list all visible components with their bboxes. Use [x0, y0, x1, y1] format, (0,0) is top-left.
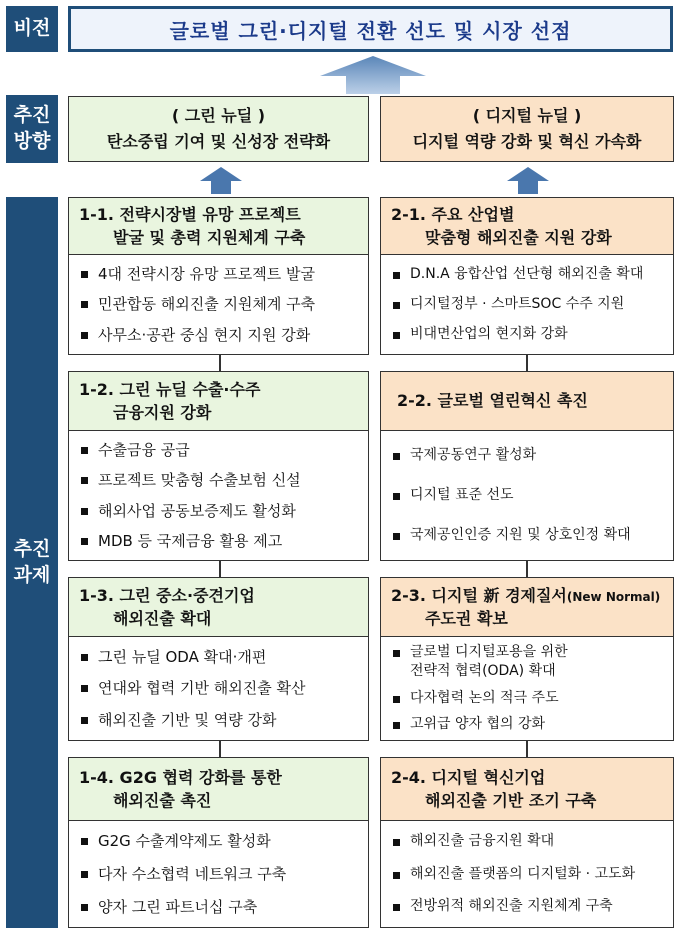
item-text: 4대 전략시장 유망 프로젝트 발굴	[98, 265, 315, 284]
item-text: G2G 수출계약제도 활성화	[98, 832, 271, 851]
list-item	[81, 678, 360, 698]
item-text: 해외진출 기반 및 역량 강화	[98, 711, 277, 730]
item-text: 연대와 협력 기반 해외진출 확산	[98, 679, 306, 698]
task-2-4-body	[380, 821, 674, 928]
task-2-2-body	[380, 431, 674, 561]
list-item	[81, 710, 360, 730]
item-text: 프로젝트 맞춤형 수출보험 신설	[98, 471, 301, 490]
square-bullet-icon	[393, 904, 400, 911]
connector	[526, 741, 528, 757]
item-text: 다자협력 논의 적극 주도	[410, 689, 559, 706]
task-1-4-header	[68, 757, 369, 821]
list-item	[81, 325, 360, 345]
square-bullet-icon	[393, 533, 400, 540]
list-item	[81, 897, 360, 917]
task-title: 해외진출 기반 조기 구축	[425, 791, 597, 810]
item-text: 민관합동 해외진출 지원체계 구축	[98, 295, 316, 314]
square-bullet-icon	[393, 332, 400, 339]
item-text: 양자 그린 파트너십 구축	[98, 897, 258, 916]
task-title: 해외진출 확대	[113, 609, 212, 628]
item-text: 그린 뉴딜 ODA 확대·개편	[98, 647, 267, 666]
task-title: 금융지원 강화	[113, 403, 212, 422]
list-item	[81, 647, 360, 667]
list-item	[81, 531, 360, 551]
list-item	[393, 689, 665, 708]
task-title: 2-4. 디지털 혁신기업	[391, 767, 546, 787]
item-text: 비대면산업의 현지화 강화	[410, 326, 568, 343]
item-text: D.N.A 융합산업 선단형 해외진출 확대	[410, 265, 644, 282]
list-item	[81, 294, 360, 314]
list-item	[393, 897, 665, 916]
task-1-2-header	[68, 371, 369, 431]
square-bullet-icon	[393, 839, 400, 846]
task-title: 맞춤형 해외진출 지원 강화	[425, 228, 612, 247]
list-item	[393, 526, 665, 545]
list-item	[81, 501, 360, 521]
task-title: 발굴 및 총력 지원체계 구축	[113, 228, 306, 247]
square-bullet-icon	[81, 301, 88, 308]
task-1-4-body	[68, 821, 369, 928]
vision-box	[68, 6, 673, 52]
list-item	[393, 865, 665, 884]
item-text-wrap	[410, 643, 568, 681]
vision-label-text: 비전	[13, 17, 51, 40]
up-arrow-icon	[506, 166, 550, 194]
list-item	[393, 643, 665, 681]
square-bullet-icon	[393, 696, 400, 703]
task-1-1-body	[68, 255, 369, 355]
square-bullet-icon	[81, 654, 88, 661]
task-1-3-body	[68, 637, 369, 741]
item-text: 해외진출 금융지원 확대	[410, 832, 555, 849]
item-text: 전방위적 해외진출 지원체계 구축	[410, 898, 613, 915]
item-text: MDB 등 국제금융 활용 제고	[98, 531, 283, 550]
tasks-label	[6, 197, 58, 928]
square-bullet-icon	[81, 904, 88, 911]
list-item	[393, 295, 665, 314]
connector	[219, 741, 221, 757]
task-title: 1-3. 그린 중소·중견기업	[79, 585, 255, 605]
task-title: 1-4. G2G 협력 강화를 통한	[79, 767, 282, 787]
list-item	[81, 831, 360, 851]
item-text: 국제공인인증 지원 및 상호인정 확대	[410, 527, 631, 544]
task-title: 2-3. 디지털 新 경제질서	[391, 585, 567, 605]
list-item	[393, 832, 665, 851]
square-bullet-icon	[393, 453, 400, 460]
task-title: 2-2. 글로벌 열린혁신 촉진	[397, 391, 588, 411]
square-bullet-icon	[393, 722, 400, 729]
square-bullet-icon	[81, 538, 88, 545]
list-item	[81, 864, 360, 884]
item-text: 다자 수소협력 네트워크 구축	[98, 864, 287, 883]
item-text: 고위급 양자 협의 강화	[410, 716, 546, 733]
tasks-label-l2: 과제	[13, 563, 51, 586]
vision-label	[6, 6, 58, 52]
square-bullet-icon	[393, 493, 400, 500]
square-bullet-icon	[393, 302, 400, 309]
item-text: 글로벌 디지털포용을 위한	[410, 643, 568, 660]
item-text: 국제공동연구 활성화	[410, 446, 537, 463]
task-2-3-body	[380, 637, 674, 741]
direction-digital-box	[380, 96, 674, 162]
item-text: 사무소·공관 중심 현지 지원 강화	[98, 325, 311, 344]
task-title-suffix: (New Normal)	[566, 589, 661, 604]
item-text: 전략적 협력(ODA) 확대	[410, 662, 556, 679]
direction-label	[6, 95, 58, 163]
item-text: 해외사업 공동보증제도 활성화	[98, 501, 296, 520]
square-bullet-icon	[81, 477, 88, 484]
square-bullet-icon	[393, 872, 400, 879]
direction-green-box	[68, 96, 369, 162]
direction-green-tag: ( 그린 뉴딜 )	[171, 106, 266, 126]
list-item	[81, 470, 360, 490]
task-2-2-header	[380, 371, 674, 431]
up-arrow-icon	[318, 54, 428, 94]
direction-label-l2: 방향	[13, 130, 51, 152]
connector	[219, 355, 221, 371]
list-item	[393, 265, 665, 284]
item-text: 해외진출 플랫폼의 디지털화 · 고도화	[410, 865, 636, 882]
task-title: 1-1. 전략시장별 유망 프로젝트	[79, 204, 301, 224]
task-1-2-body	[68, 431, 369, 561]
task-title: 주도권 확보	[425, 609, 508, 628]
square-bullet-icon	[393, 650, 400, 657]
task-1-1-header	[68, 197, 369, 255]
up-arrow-icon	[199, 166, 243, 194]
connector	[526, 561, 528, 577]
item-text: 수출금융 공급	[98, 441, 190, 459]
square-bullet-icon	[81, 271, 88, 278]
task-title: 2-1. 주요 산업별	[391, 204, 515, 224]
task-2-4-header	[380, 757, 674, 821]
square-bullet-icon	[393, 272, 400, 279]
square-bullet-icon	[81, 838, 88, 845]
task-2-1-body	[380, 255, 674, 355]
task-title: 1-2. 그린 뉴딜 수출·수주	[79, 379, 261, 399]
square-bullet-icon	[81, 871, 88, 878]
direction-digital-tag: ( 디지털 뉴딜 )	[472, 106, 582, 126]
connector	[219, 561, 221, 577]
list-item	[81, 264, 360, 284]
square-bullet-icon	[81, 717, 88, 724]
tasks-label-l1: 추진	[13, 537, 51, 560]
item-text: 디지털정부 · 스마트SOC 수주 지원	[410, 296, 625, 313]
square-bullet-icon	[81, 685, 88, 692]
task-title: 해외진출 촉진	[113, 791, 212, 810]
list-item	[393, 325, 665, 344]
list-item	[393, 486, 665, 505]
direction-label-l1: 추진	[13, 104, 51, 127]
list-item	[393, 715, 665, 734]
square-bullet-icon	[81, 508, 88, 515]
task-title-row	[391, 584, 673, 607]
task-2-3-header	[380, 577, 674, 637]
direction-green-text: 탄소중립 기여 및 신성장 전략화	[106, 132, 331, 151]
connector	[526, 355, 528, 371]
square-bullet-icon	[81, 447, 88, 454]
task-2-1-header	[380, 197, 674, 255]
list-item	[393, 446, 665, 465]
item-text: 디지털 표준 선도	[410, 487, 514, 504]
vision-text: 글로벌 그린·디지털 전환 선도 및 시장 선점	[169, 18, 572, 43]
direction-digital-text: 디지털 역량 강화 및 혁신 가속화	[412, 132, 642, 151]
list-item	[81, 440, 360, 460]
square-bullet-icon	[81, 332, 88, 339]
task-1-3-header	[68, 577, 369, 637]
